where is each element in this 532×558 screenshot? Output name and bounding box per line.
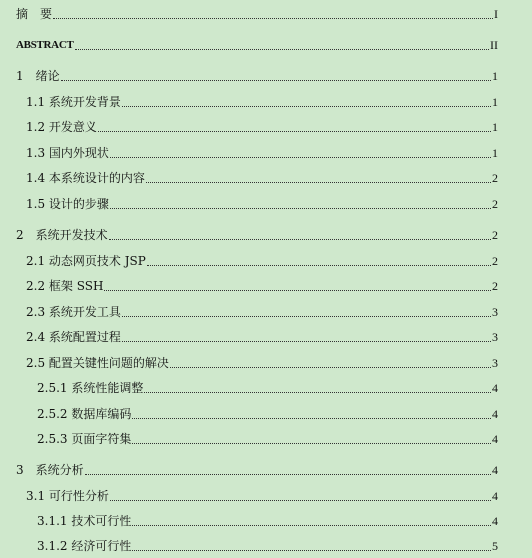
toc-entry-label: 1.5 设计的步骤 — [26, 197, 109, 211]
toc-entry-page: II — [490, 38, 498, 52]
toc-entry-label: 1.2 开发意义 — [26, 120, 97, 134]
toc-entry-label: 2.5.1 系统性能调整 — [37, 381, 144, 395]
dot-leader — [75, 49, 489, 50]
toc-entry-page: 2 — [492, 197, 498, 211]
toc-entry-page: 1 — [492, 120, 498, 134]
toc-entry-label: 3.1 可行性分析 — [26, 489, 109, 503]
dot-leader — [122, 106, 491, 107]
dot-leader — [146, 182, 491, 183]
toc-entry-label: 2.5.3 页面字符集 — [37, 432, 132, 446]
toc-entry-page: 3 — [492, 330, 498, 344]
toc-entry-3-1-2[interactable] — [0, 535, 532, 557]
toc-entry-label: 3 系统分析 — [16, 463, 84, 477]
toc-entry-2-5-3[interactable] — [0, 428, 532, 450]
toc-entry-page: 1 — [492, 146, 498, 160]
toc-entry-2-5-2[interactable] — [0, 403, 532, 425]
toc-entry-2-5[interactable] — [0, 352, 532, 374]
toc-entry-page: 1 — [492, 95, 498, 109]
dot-leader — [132, 418, 491, 419]
toc-entry-label: 1 绪论 — [16, 69, 60, 83]
toc-entry-page: 3 — [492, 305, 498, 319]
dot-leader — [122, 341, 491, 342]
dot-leader — [98, 131, 491, 132]
dot-leader — [110, 208, 491, 209]
dot-leader — [110, 157, 491, 158]
dot-leader — [110, 500, 491, 501]
toc-entry-label: 1.3 国内外现状 — [26, 146, 109, 160]
toc-entry-page: 2 — [492, 279, 498, 293]
toc-entry-1-3[interactable] — [0, 142, 532, 164]
toc-entry-chapter-3[interactable] — [0, 459, 532, 481]
toc-entry-page: 4 — [492, 489, 498, 503]
toc-entry-3-1[interactable] — [0, 485, 532, 507]
dot-leader — [122, 316, 491, 317]
toc-entry-page: 4 — [492, 463, 498, 477]
toc-entry-label: 1.1 系统开发背景 — [26, 95, 121, 109]
toc-entry-label: 2 系统开发技术 — [16, 228, 108, 242]
dot-leader — [104, 290, 491, 291]
toc-entry-label: 2.5 配置关键性问题的解决 — [26, 356, 169, 370]
toc-entry-label: 2.4 系统配置过程 — [26, 330, 121, 344]
dot-leader — [61, 80, 491, 81]
toc-entry-page: 3 — [492, 356, 498, 370]
toc-entry-page: 4 — [492, 432, 498, 446]
toc-entry-page: 4 — [492, 381, 498, 395]
dot-leader — [144, 392, 491, 393]
toc-entry-2-1[interactable] — [0, 250, 532, 272]
dot-leader — [53, 18, 493, 19]
toc-entry-page: 4 — [492, 407, 498, 421]
toc-entry-label: 2.1 动态网页技术 JSP — [26, 254, 146, 268]
dot-leader — [132, 525, 491, 526]
toc-entry-label: ABSTRACT — [16, 39, 74, 51]
toc-entry-label: 摘 要 — [16, 7, 53, 21]
dot-leader — [170, 367, 491, 368]
toc-entry-label: 2.5.2 数据库编码 — [37, 407, 132, 421]
toc-entry-1-5[interactable] — [0, 193, 532, 215]
dot-leader — [132, 550, 491, 551]
toc-entry-page: 5 — [492, 539, 498, 553]
dot-leader — [132, 443, 491, 444]
dot-leader — [147, 265, 491, 266]
toc-entry-2-5-1[interactable] — [0, 377, 532, 399]
toc-entry-page: 2 — [492, 171, 498, 185]
toc-entry-page: 2 — [492, 254, 498, 268]
toc-entry-chapter-1[interactable] — [0, 65, 532, 87]
toc-entry-label: 2.2 框架 SSH — [26, 279, 104, 293]
toc-entry-page: 2 — [492, 228, 498, 242]
toc-entry-abstract-cn[interactable] — [0, 3, 532, 25]
toc-entry-page: 4 — [492, 514, 498, 528]
toc-entry-label: 2.3 系统开发工具 — [26, 305, 121, 319]
toc-entry-2-3[interactable] — [0, 301, 532, 323]
toc-entry-label: 3.1.2 经济可行性 — [37, 539, 132, 553]
toc-entry-chapter-2[interactable] — [0, 224, 532, 246]
dot-leader — [109, 239, 491, 240]
toc-entry-2-2[interactable] — [0, 275, 532, 297]
toc-entry-2-4[interactable] — [0, 326, 532, 348]
toc-entry-3-1-1[interactable] — [0, 510, 532, 532]
toc-entry-label: 1.4 本系统设计的内容 — [26, 171, 145, 185]
toc-entry-1-4[interactable] — [0, 167, 532, 189]
toc-entry-page: 1 — [492, 69, 498, 83]
toc-entry-page: I — [494, 7, 498, 21]
toc-entry-1-2[interactable] — [0, 116, 532, 138]
toc-entry-label: 3.1.1 技术可行性 — [37, 514, 132, 528]
dot-leader — [85, 474, 491, 475]
toc-entry-abstract-en[interactable] — [0, 34, 532, 56]
toc-entry-1-1[interactable] — [0, 91, 532, 113]
